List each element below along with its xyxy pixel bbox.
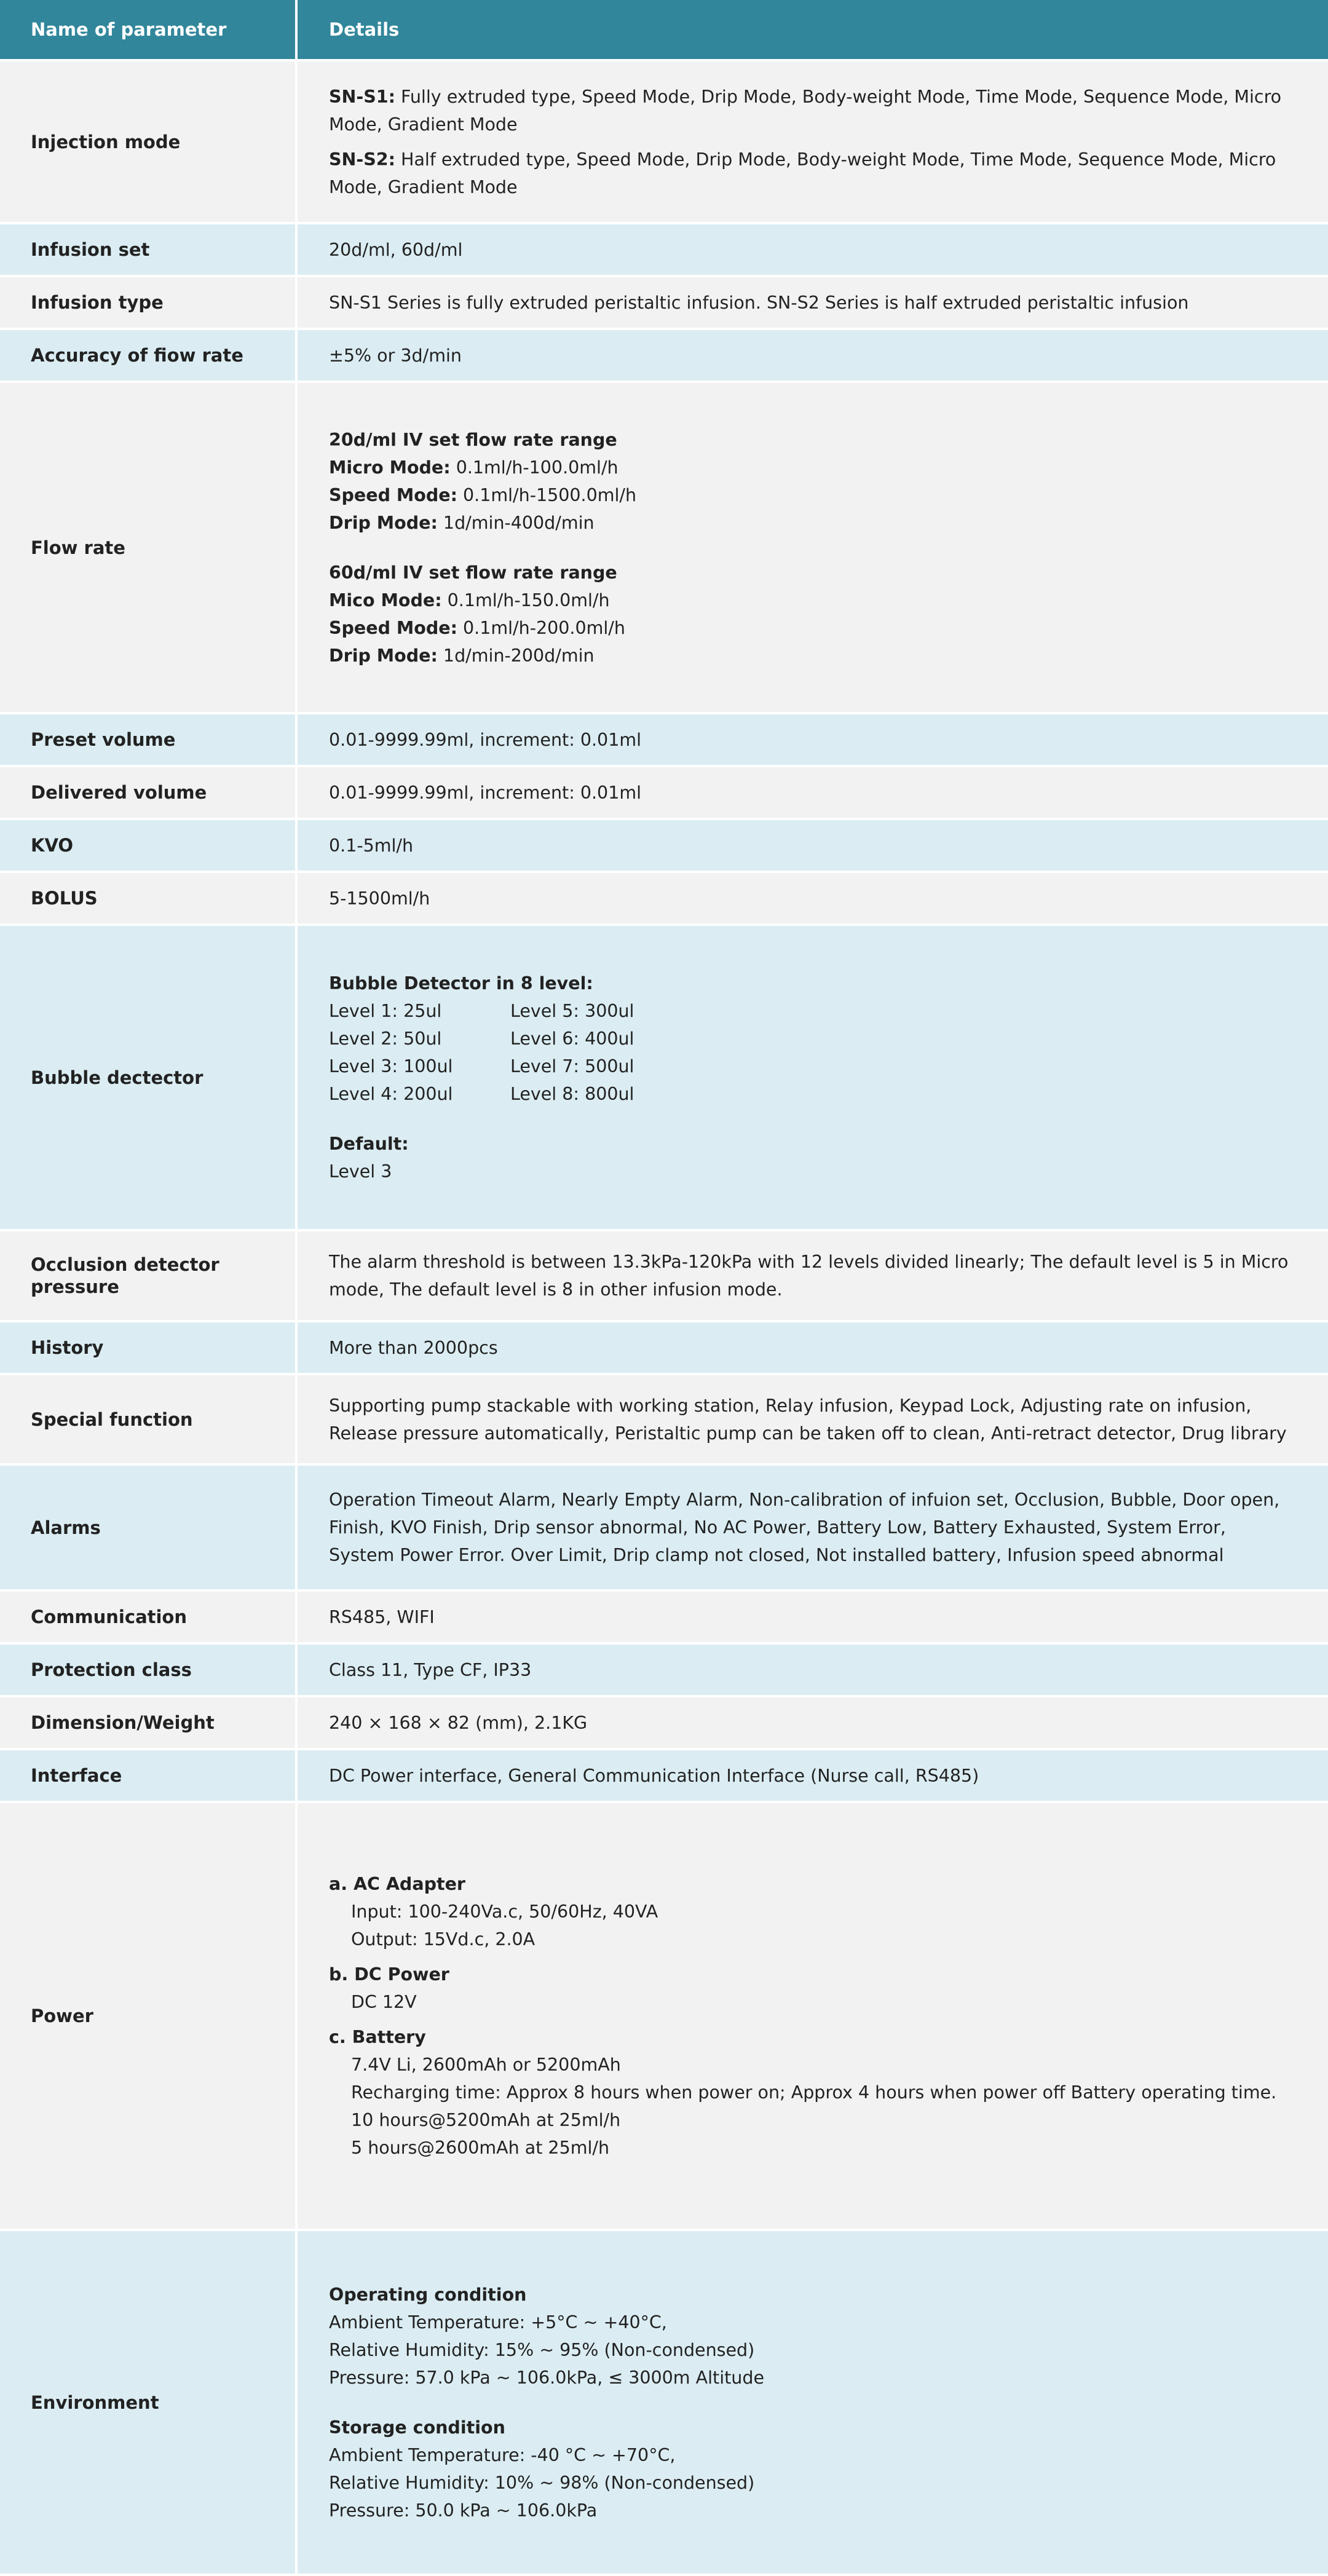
row-value: 20d/ml, 60d/ml xyxy=(295,224,1328,277)
row-label: Infusion type xyxy=(0,277,295,330)
env-operating-line: Ambient Temperature: +5°C ~ +40°C, xyxy=(329,2312,667,2333)
row-value: 0.01-9999.99ml, increment: 0.01ml xyxy=(295,714,1328,767)
row-label: Dimension/Weight xyxy=(0,1697,295,1750)
flow-item-value: 0.1ml/h-1500.0ml/h xyxy=(457,484,637,505)
env-operating-line: Pressure: 57.0 kPa ~ 106.0kPa, ≤ 3000m Altitude xyxy=(329,2367,764,2388)
bubble-level: Level 8: 800ul xyxy=(510,1084,634,1104)
table-row xyxy=(0,1592,1328,1645)
row-details xyxy=(295,926,1328,1231)
row-label: Alarms xyxy=(0,1466,295,1592)
row-label: Preset volume xyxy=(0,714,295,767)
s1-text: Fully extruded type, Speed Mode, Drip Mode, Body-weight Mode, Time Mode, Sequence Mode, Micro Mode, Gradient Mode xyxy=(329,86,1282,135)
table-row xyxy=(0,1645,1328,1697)
env-operating-title: Operating condition xyxy=(329,2284,527,2305)
row-value: 0.1-5ml/h xyxy=(295,820,1328,873)
flow-item-key: Drip Mode: xyxy=(329,512,438,533)
row-label: BOLUS xyxy=(0,873,295,926)
row-value: More than 2000pcs xyxy=(295,1322,1328,1375)
flow-group-title: 60d/ml IV set flow rate range xyxy=(329,562,617,583)
bubble-level: Level 3: 100ul xyxy=(329,1056,453,1077)
flow-item xyxy=(329,454,1291,481)
bubble-level: Level 1: 25ul xyxy=(329,1001,442,1021)
table-row xyxy=(0,1231,1328,1322)
row-value: ±5% or 3d/min xyxy=(295,330,1328,383)
table-row xyxy=(0,277,1328,330)
power-ac-title: a. AC Adapter xyxy=(329,1874,465,1894)
table-row xyxy=(0,1697,1328,1750)
env-storage-line: Ambient Temperature: -40 °C ~ +70°C, xyxy=(329,2444,676,2465)
table-row xyxy=(0,330,1328,383)
table-row xyxy=(0,1322,1328,1375)
s2-key: SN-S2: xyxy=(329,149,395,170)
flow-item-value: 0.1ml/h-150.0ml/h xyxy=(441,590,610,610)
row-value: Supporting pump stackable with working station, Relay infusion, Keypad Lock, Adjusting rate on infusion, Release pressure automatically, Peristaltic pump can be taken off to clean, Anti-retract detector, Drug library xyxy=(295,1375,1328,1466)
table-row xyxy=(0,1750,1328,1803)
table-header-row xyxy=(0,0,1328,61)
table-row xyxy=(0,2231,1328,2576)
flow-item xyxy=(329,481,1291,509)
row-label: Environment xyxy=(0,2231,295,2576)
bubble-default-value: Level 3 xyxy=(329,1161,392,1182)
row-details xyxy=(295,383,1328,714)
row-label: Infusion set xyxy=(0,224,295,277)
power-dc-title: b. DC Power xyxy=(329,1964,449,1985)
power-battery-line: Recharging time: Approx 8 hours when power on; Approx 4 hours when power off Battery operating time. xyxy=(351,2082,1277,2103)
flow-item-value: 0.1ml/h-100.0ml/h xyxy=(450,457,619,478)
flow-item-value: 1d/min-400d/min xyxy=(437,512,595,533)
flow-item-key: Drip Mode: xyxy=(329,645,438,666)
env-storage-title: Storage condition xyxy=(329,2417,505,2438)
flow-item xyxy=(329,642,1291,670)
table-row xyxy=(0,224,1328,277)
row-label: History xyxy=(0,1322,295,1375)
flow-group-title: 20d/ml IV set flow rate range xyxy=(329,429,617,450)
bubble-title: Bubble Detector in 8 level: xyxy=(329,973,593,994)
row-label: Communication xyxy=(0,1592,295,1645)
flow-item xyxy=(329,509,1291,537)
row-label: Protection class xyxy=(0,1645,295,1697)
injection-mode-s2 xyxy=(329,146,1291,201)
row-value: 5-1500ml/h xyxy=(295,873,1328,926)
injection-mode-s1 xyxy=(329,83,1291,138)
flow-item xyxy=(329,587,1291,614)
flow-item-key: Mico Mode: xyxy=(329,590,442,610)
row-value: The alarm threshold is between 13.3kPa-120kPa with 12 levels divided linearly; The default level is 5 in Micro mode, The default level is 8 in other infusion mode. xyxy=(295,1231,1328,1322)
row-label: Bubble dectector xyxy=(0,926,295,1231)
flow-item-value: 1d/min-200d/min xyxy=(437,645,595,666)
table-row xyxy=(0,820,1328,873)
power-battery-title: c. Battery xyxy=(329,2027,426,2047)
row-label: KVO xyxy=(0,820,295,873)
bubble-level: Level 4: 200ul xyxy=(329,1084,453,1104)
row-label: Special function xyxy=(0,1375,295,1466)
row-value: Class 11, Type CF, IP33 xyxy=(295,1645,1328,1697)
power-ac-line: Input: 100-240Va.c, 50/60Hz, 40VA xyxy=(351,1902,658,1922)
env-storage-line: Relative Humidity: 10% ~ 98% (Non-condensed) xyxy=(329,2472,755,2493)
flow-item xyxy=(329,614,1291,642)
row-value: 0.01-9999.99ml, increment: 0.01ml xyxy=(295,767,1328,820)
row-label: Injection mode xyxy=(0,61,295,224)
row-label: Interface xyxy=(0,1750,295,1803)
header-details: Details xyxy=(295,0,1328,61)
row-label: Accuracy of fiow rate xyxy=(0,330,295,383)
row-label: Power xyxy=(0,1803,295,2231)
power-battery-line: 5 hours@2600mAh at 25ml/h xyxy=(351,2138,610,2158)
s1-key: SN-S1: xyxy=(329,86,395,107)
bubble-level: Level 6: 400ul xyxy=(510,1029,634,1049)
flow-item-key: Micro Mode: xyxy=(329,457,451,478)
power-ac-line: Output: 15Vd.c, 2.0A xyxy=(351,1929,536,1950)
flow-item-value: 0.1ml/h-200.0ml/h xyxy=(457,617,625,638)
s2-text: Half extruded type, Speed Mode, Drip Mode, Body-weight Mode, Time Mode, Sequence Mode, Micro Mode, Gradient Mode xyxy=(329,149,1276,197)
bubble-default-title: Default: xyxy=(329,1134,409,1154)
bubble-level-grid xyxy=(329,997,1291,1108)
bubble-level: Level 2: 50ul xyxy=(329,1029,442,1049)
row-value: DC Power interface, General Communication Interface (Nurse call, RS485) xyxy=(295,1750,1328,1803)
power-battery-line: 10 hours@5200mAh at 25ml/h xyxy=(351,2110,621,2130)
power-battery-line: 7.4V Li, 2600mAh or 5200mAh xyxy=(351,2055,621,2075)
row-details xyxy=(295,1803,1328,2231)
table-row xyxy=(0,926,1328,1231)
bubble-level: Level 7: 500ul xyxy=(510,1056,634,1077)
table-row xyxy=(0,1375,1328,1466)
table-row xyxy=(0,1803,1328,2231)
table-row xyxy=(0,714,1328,767)
env-storage-line: Pressure: 50.0 kPa ~ 106.0kPa xyxy=(329,2500,598,2521)
flow-item-key: Speed Mode: xyxy=(329,484,457,505)
row-value: SN-S1 Series is fully extruded peristaltic infusion. SN-S2 Series is half extruded peristaltic infusion xyxy=(295,277,1328,330)
power-dc-line: DC 12V xyxy=(351,1992,417,2012)
table-row xyxy=(0,767,1328,820)
row-details xyxy=(295,61,1328,224)
row-value: RS485, WIFI xyxy=(295,1592,1328,1645)
row-value: 240 × 168 × 82 (mm), 2.1KG xyxy=(295,1697,1328,1750)
row-label: Delivered volume xyxy=(0,767,295,820)
table-row xyxy=(0,1466,1328,1592)
header-name-of-parameter: Name of parameter xyxy=(0,0,295,61)
table-row xyxy=(0,61,1328,224)
row-label: Flow rate xyxy=(0,383,295,714)
table-row xyxy=(0,873,1328,926)
bubble-level: Level 5: 300ul xyxy=(510,1001,634,1021)
flow-item-key: Speed Mode: xyxy=(329,617,457,638)
env-operating-line: Relative Humidity: 15% ~ 95% (Non-condensed) xyxy=(329,2339,755,2360)
row-value: Operation Timeout Alarm, Nearly Empty Alarm, Non-calibration of infuion set, Occlusion, Bubble, Door open, Finish, KVO Finish, Drip sensor abnormal, No AC Power, Battery Low, Battery Exhausted, System Error, System Power Error. Over Limit, Drip clamp not closed, Not installed battery, Infusion speed abnormal xyxy=(295,1466,1328,1592)
row-details xyxy=(295,2231,1328,2576)
row-label: Occlusion detector pressure xyxy=(0,1231,295,1322)
table-row xyxy=(0,383,1328,714)
